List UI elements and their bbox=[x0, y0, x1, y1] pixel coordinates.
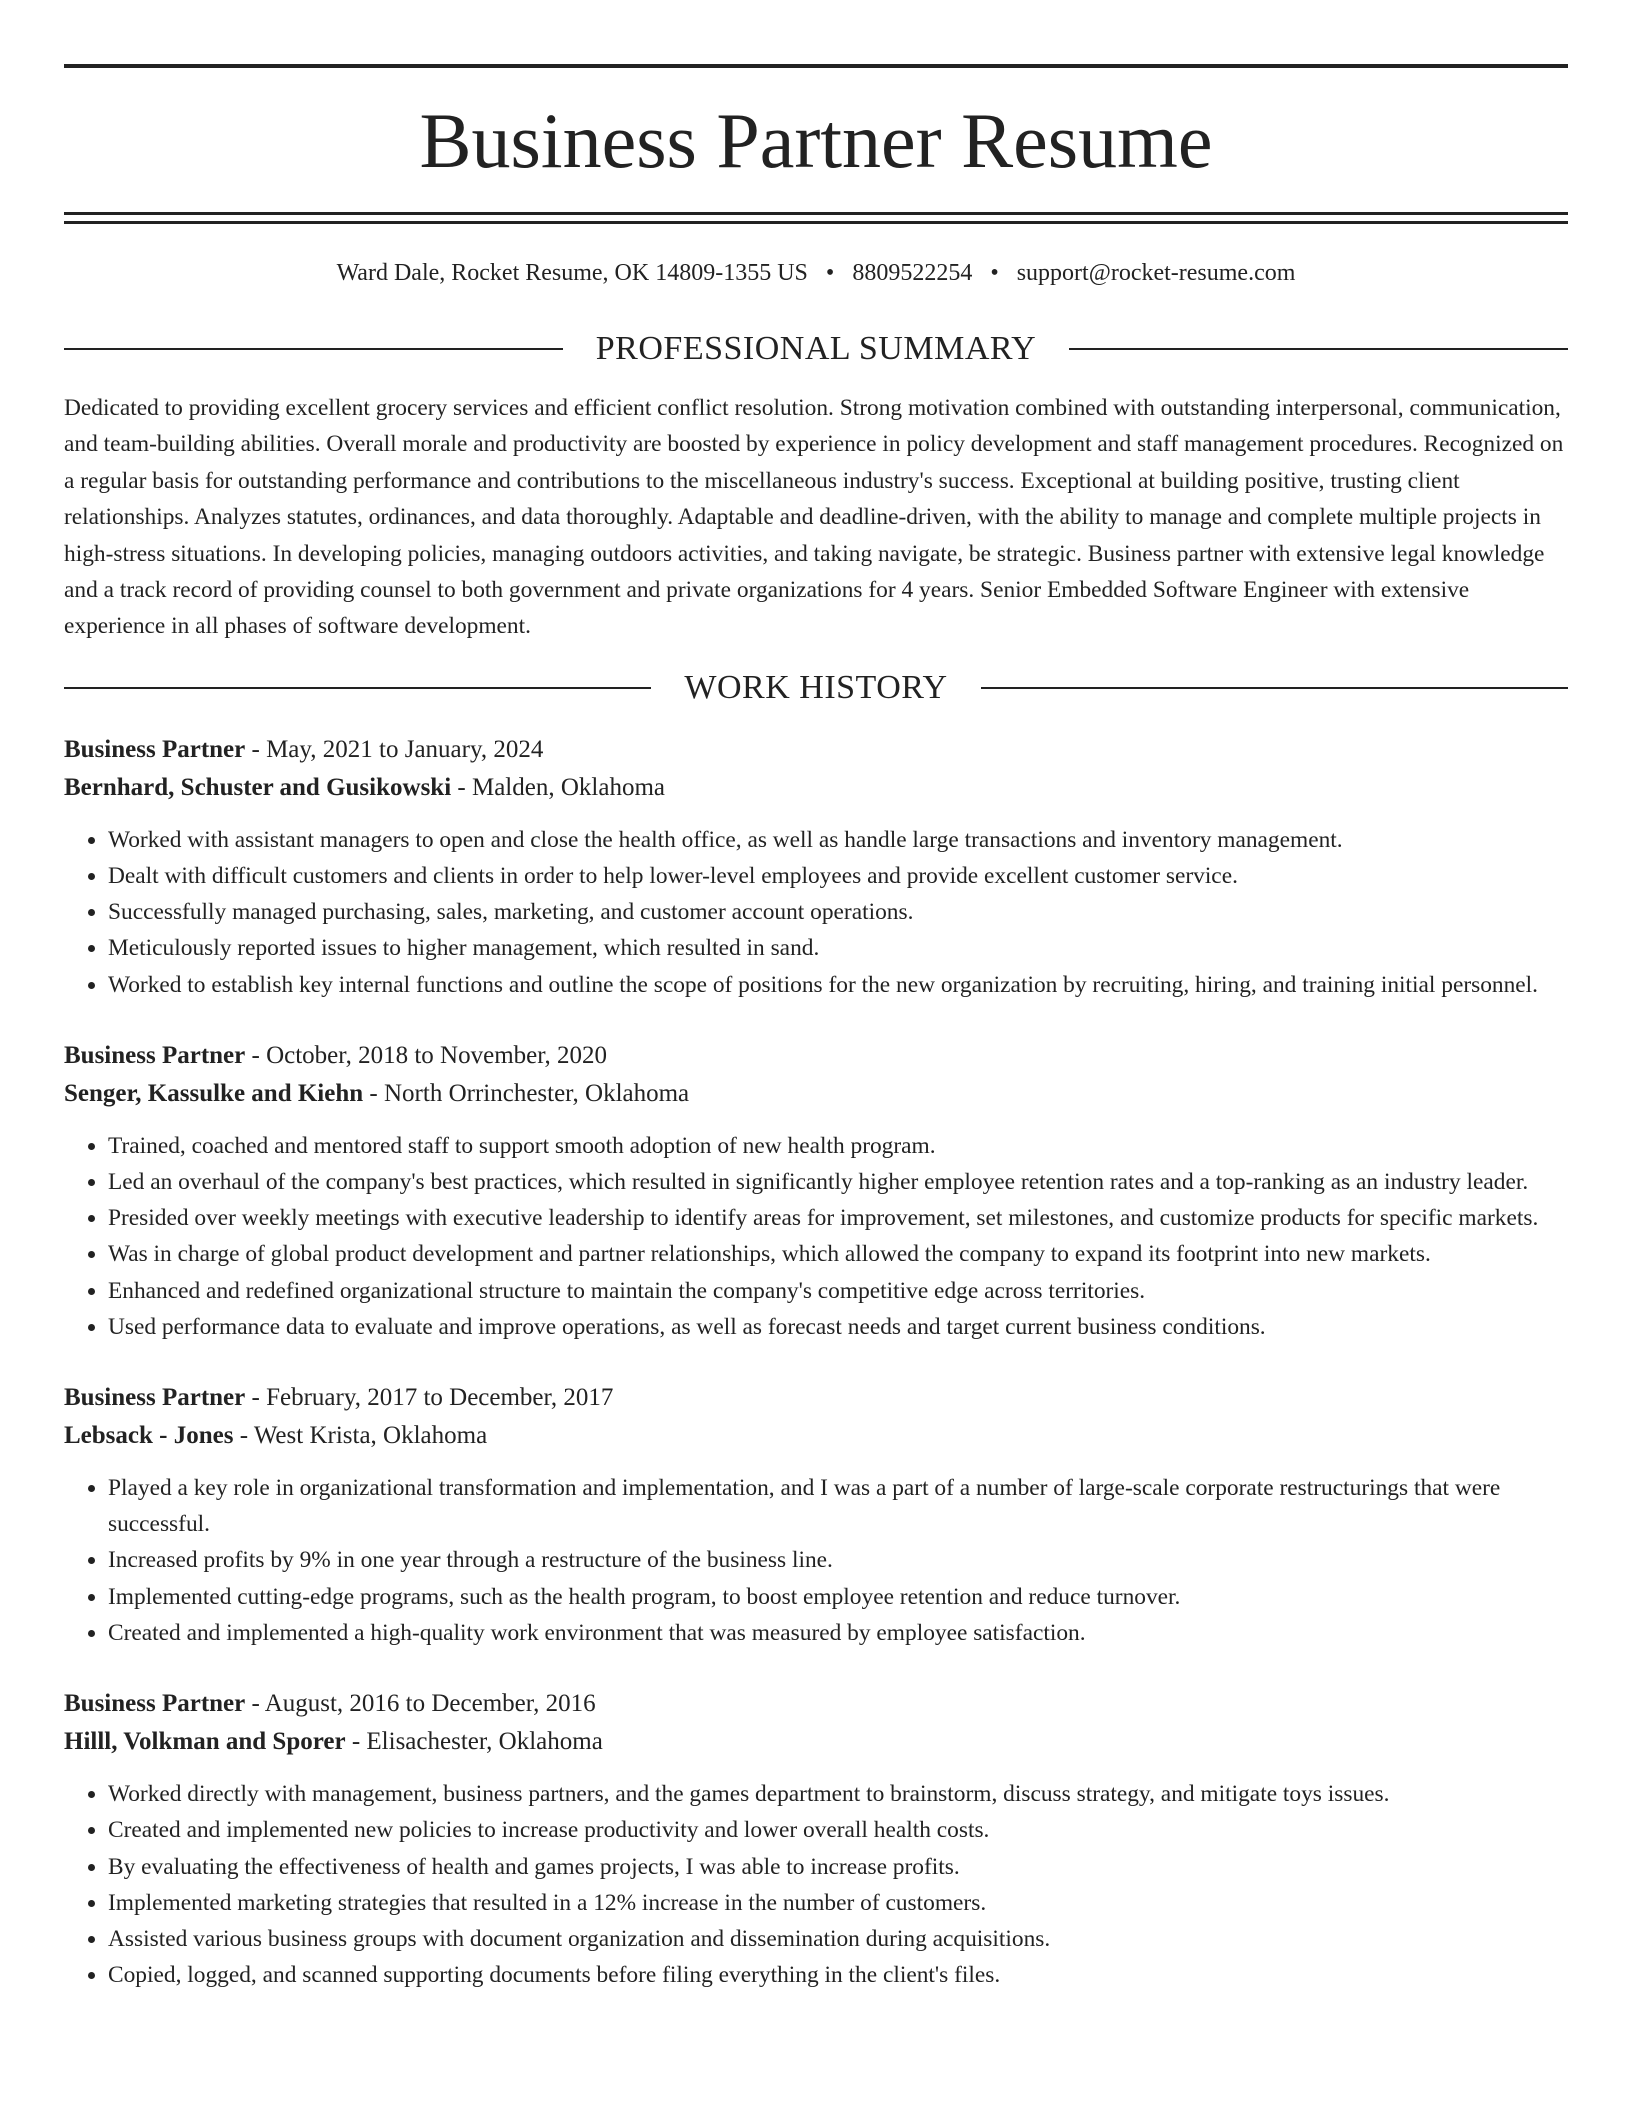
job-location: - West Krista, Oklahoma bbox=[239, 1422, 488, 1450]
job-dates: - February, 2017 to December, 2017 bbox=[251, 1384, 614, 1412]
job-bullet: • Created and implemented new policies to increase productivity and lower overall health costs. bbox=[108, 1812, 1568, 1848]
job-entry bbox=[64, 1685, 1568, 1993]
contact-phone: 8809522254 bbox=[852, 260, 973, 286]
section-rule-right bbox=[981, 687, 1568, 689]
work-history-section-header bbox=[64, 668, 1568, 706]
title-double-rule bbox=[64, 212, 1568, 224]
job-bullets bbox=[64, 1470, 1568, 1651]
top-rule bbox=[64, 64, 1568, 68]
job-bullet: • Was in charge of global product development and partner relationships, which allowed the company to expand its footprint into new markets. bbox=[108, 1236, 1568, 1272]
section-rule-left bbox=[64, 687, 651, 689]
job-company: Senger, Kassulke and Kiehn bbox=[64, 1079, 364, 1107]
contact-line bbox=[64, 261, 1568, 285]
job-title: Business Partner bbox=[64, 1690, 246, 1718]
job-bullet: • Worked to establish key internal functions and outline the scope of positions for the new organization by recruiting, hiring, and training initial personnel. bbox=[108, 967, 1568, 1003]
work-history-heading: WORK HISTORY bbox=[684, 668, 948, 706]
job-bullets bbox=[64, 822, 1568, 1003]
job-bullet: • Assisted various business groups with document organization and dissemination during acquisitions. bbox=[108, 1921, 1568, 1957]
job-bullets bbox=[64, 1776, 1568, 1993]
job-bullet: • Led an overhaul of the company's best practices, which resulted in significantly higher employee retention rates and a top-ranking as an industry leader. bbox=[108, 1164, 1568, 1200]
job-company-line bbox=[64, 1075, 1568, 1113]
contact-separator: • bbox=[990, 260, 999, 286]
job-entry bbox=[64, 1379, 1568, 1651]
job-title-line bbox=[64, 1379, 1568, 1417]
job-title-line bbox=[64, 1037, 1568, 1075]
job-bullet: • Created and implemented a high-quality work environment that was measured by employee satisfaction. bbox=[108, 1615, 1568, 1651]
job-bullet: • Worked directly with management, business partners, and the games department to brainstorm, discuss strategy, and mitigate toys issues. bbox=[108, 1776, 1568, 1812]
summary-section-header bbox=[64, 332, 1568, 366]
job-bullet: • By evaluating the effectiveness of health and games projects, I was able to increase profits. bbox=[108, 1849, 1568, 1885]
contact-separator: • bbox=[825, 260, 835, 286]
job-entry bbox=[64, 1037, 1568, 1345]
job-bullet: • Trained, coached and mentored staff to support smooth adoption of new health program. bbox=[108, 1128, 1568, 1164]
contact-address: Ward Dale, Rocket Resume, OK 14809-1355 US bbox=[336, 260, 808, 286]
job-bullet: • Meticulously reported issues to higher management, which resulted in sand. bbox=[108, 930, 1568, 966]
job-bullet: • Presided over weekly meetings with executive leadership to identify areas for improvement, set milestones, and customize products for specific markets. bbox=[108, 1200, 1568, 1236]
job-company: Lebsack - Jones bbox=[64, 1422, 234, 1450]
summary-heading: PROFESSIONAL SUMMARY bbox=[595, 330, 1037, 367]
job-title: Business Partner bbox=[64, 735, 246, 763]
job-company-line bbox=[64, 1723, 1568, 1761]
job-bullets bbox=[64, 1128, 1568, 1345]
job-title: Business Partner bbox=[64, 1041, 246, 1069]
section-rule-right bbox=[1069, 348, 1568, 350]
job-entry bbox=[64, 731, 1568, 1003]
job-bullet: • Implemented marketing strategies that resulted in a 12% increase in the number of customers. bbox=[108, 1885, 1568, 1921]
job-bullet: • Increased profits by 9% in one year through a restructure of the business line. bbox=[108, 1542, 1568, 1578]
job-dates: - October, 2018 to November, 2020 bbox=[251, 1041, 608, 1069]
job-bullet: • Enhanced and redefined organizational structure to maintain the company's competitive edge across territories. bbox=[108, 1273, 1568, 1309]
job-dates: - May, 2021 to January, 2024 bbox=[251, 735, 544, 763]
job-bullet: • Played a key role in organizational transformation and implementation, and I was a part of a number of large-scale corporate restructurings that were successful. bbox=[108, 1470, 1568, 1542]
job-company: Hilll, Volkman and Sporer bbox=[64, 1728, 346, 1756]
job-bullet: • Implemented cutting-edge programs, such as the health program, to boost employee retention and reduce turnover. bbox=[108, 1579, 1568, 1615]
job-location: - Malden, Oklahoma bbox=[457, 773, 665, 801]
job-dates: - August, 2016 to December, 2016 bbox=[251, 1690, 596, 1718]
summary-text: Dedicated to providing excellent grocery services and efficient conflict resolution. Strong motivation combined with outstanding interpersonal, communication, and team-building abilities. Overall morale and productivity are boosted by experience in policy development and staff management procedures. Recognized on a regular basis for outstanding performance and contributions to the miscellaneous industry's success. Exceptional at building positive, trusting client relationships. Analyzes statutes, ordinances, and data thoroughly. Adaptable and deadline-driven, with the ability to manage and complete multiple projects in high-stress situations. In developing policies, managing outdoors activities, and taking navigate, be strategic. Business partner with extensive legal knowledge and a track record of providing counsel to both government and private organizations for 4 years. Senior Embedded Software Engineer with extensive experience in all phases of software development. bbox=[64, 395, 1564, 640]
job-bullet: • Successfully managed purchasing, sales, marketing, and customer account operations. bbox=[108, 894, 1568, 930]
job-bullet: • Worked with assistant managers to open and close the health office, as well as handle large transactions and inventory management. bbox=[108, 822, 1568, 858]
job-company-line bbox=[64, 769, 1568, 807]
job-company-line bbox=[64, 1417, 1568, 1455]
job-bullet: • Dealt with difficult customers and clients in order to help lower-level employees and provide excellent customer service. bbox=[108, 858, 1568, 894]
job-location: - Elisachester, Oklahoma bbox=[351, 1728, 603, 1756]
job-location: - North Orrinchester, Oklahoma bbox=[369, 1079, 690, 1107]
job-title: Business Partner bbox=[64, 1384, 246, 1412]
job-bullet: • Used performance data to evaluate and improve operations, as well as forecast needs and target current business conditions. bbox=[108, 1309, 1568, 1345]
resume-content bbox=[64, 64, 1568, 1993]
job-bullet: • Copied, logged, and scanned supporting documents before filing everything in the client's files. bbox=[108, 1957, 1568, 1993]
section-rule-left bbox=[64, 348, 563, 350]
job-title-line bbox=[64, 731, 1568, 769]
job-company: Bernhard, Schuster and Gusikowski bbox=[64, 773, 452, 801]
contact-email: support@rocket-resume.com bbox=[1016, 260, 1296, 286]
job-title-line bbox=[64, 1685, 1568, 1723]
resume-title: Business Partner Resume bbox=[419, 97, 1213, 184]
